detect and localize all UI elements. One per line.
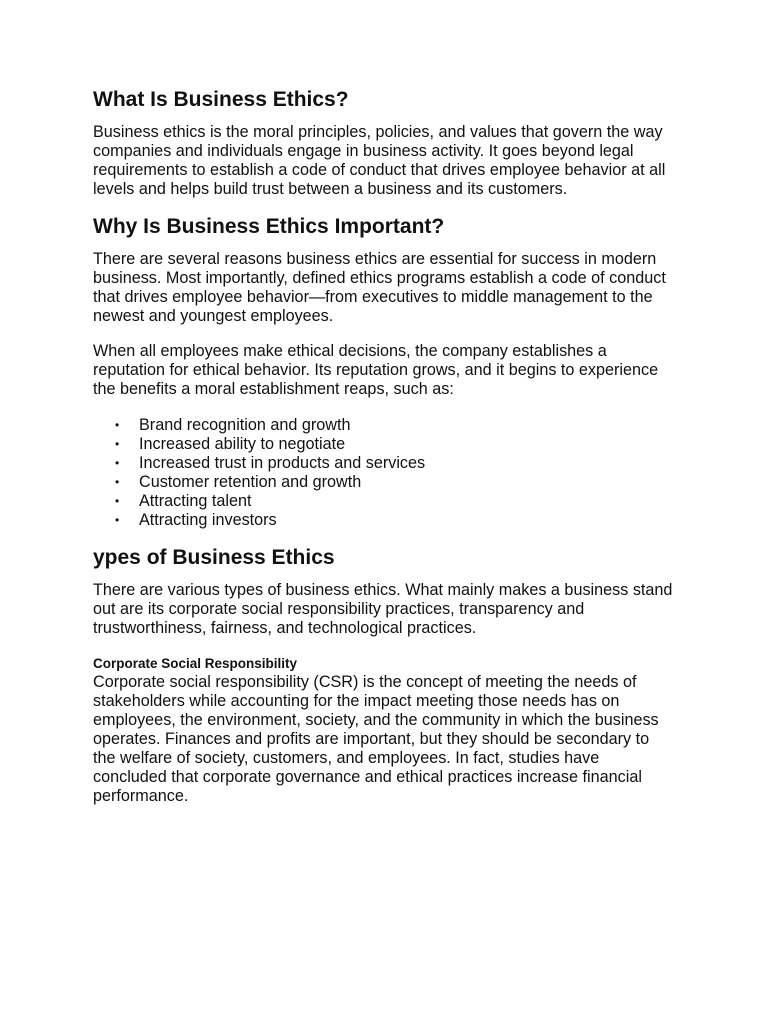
heading-what-is-business-ethics: What Is Business Ethics? — [93, 88, 349, 111]
paragraph-definition: Business ethics is the moral principles, policies, and values that govern the way companies and individuals engage in business activity. It goes beyond legal requirements to establish a code of conduct that drives employee behavior at all levels and helps build trust between a business and its customers. — [93, 123, 666, 198]
list-item: • Brand recognition and growth — [139, 416, 676, 435]
list-item: • Increased ability to negotiate — [139, 435, 676, 454]
heading-why-important: Why Is Business Ethics Important? — [93, 215, 445, 238]
subheading-csr: Corporate Social Responsibility — [93, 656, 298, 671]
benefits-list — [93, 416, 676, 530]
paragraph-types: There are various types of business ethics. What mainly makes a business stand out are its corporate social responsibility practices, transparency and trustworthiness, fairness, and technological practices. — [93, 581, 673, 637]
list-item: • Customer retention and growth — [139, 473, 676, 492]
list-item: • Attracting investors — [139, 511, 676, 530]
list-item: • Attracting talent — [139, 492, 676, 511]
paragraph-reputation: When all employees make ethical decisions, the company establishes a reputation for ethical behavior. Its reputation grows, and it begins to experience the benefits a moral establishment reaps, such as: — [93, 342, 659, 398]
heading-types: ypes of Business Ethics — [93, 546, 335, 569]
list-item: • Increased trust in products and services — [139, 454, 676, 473]
paragraph-csr: Corporate social responsibility (CSR) is the concept of meeting the needs of stakeholders while accounting for the impact meeting those needs has on employees, the environment, society, and the community in which the business operates. Finances and profits are important, but they should be secondary to the welfare of society, customers, and employees. In fact, studies have concluded that corporate governance and ethical practices increase financial performance. — [93, 673, 659, 805]
paragraph-reasons: There are several reasons business ethics are essential for success in modern business. Most importantly, defined ethics programs establish a code of conduct that drives employee behavior—from executives to middle management to the newest and youngest employees. — [93, 250, 666, 325]
